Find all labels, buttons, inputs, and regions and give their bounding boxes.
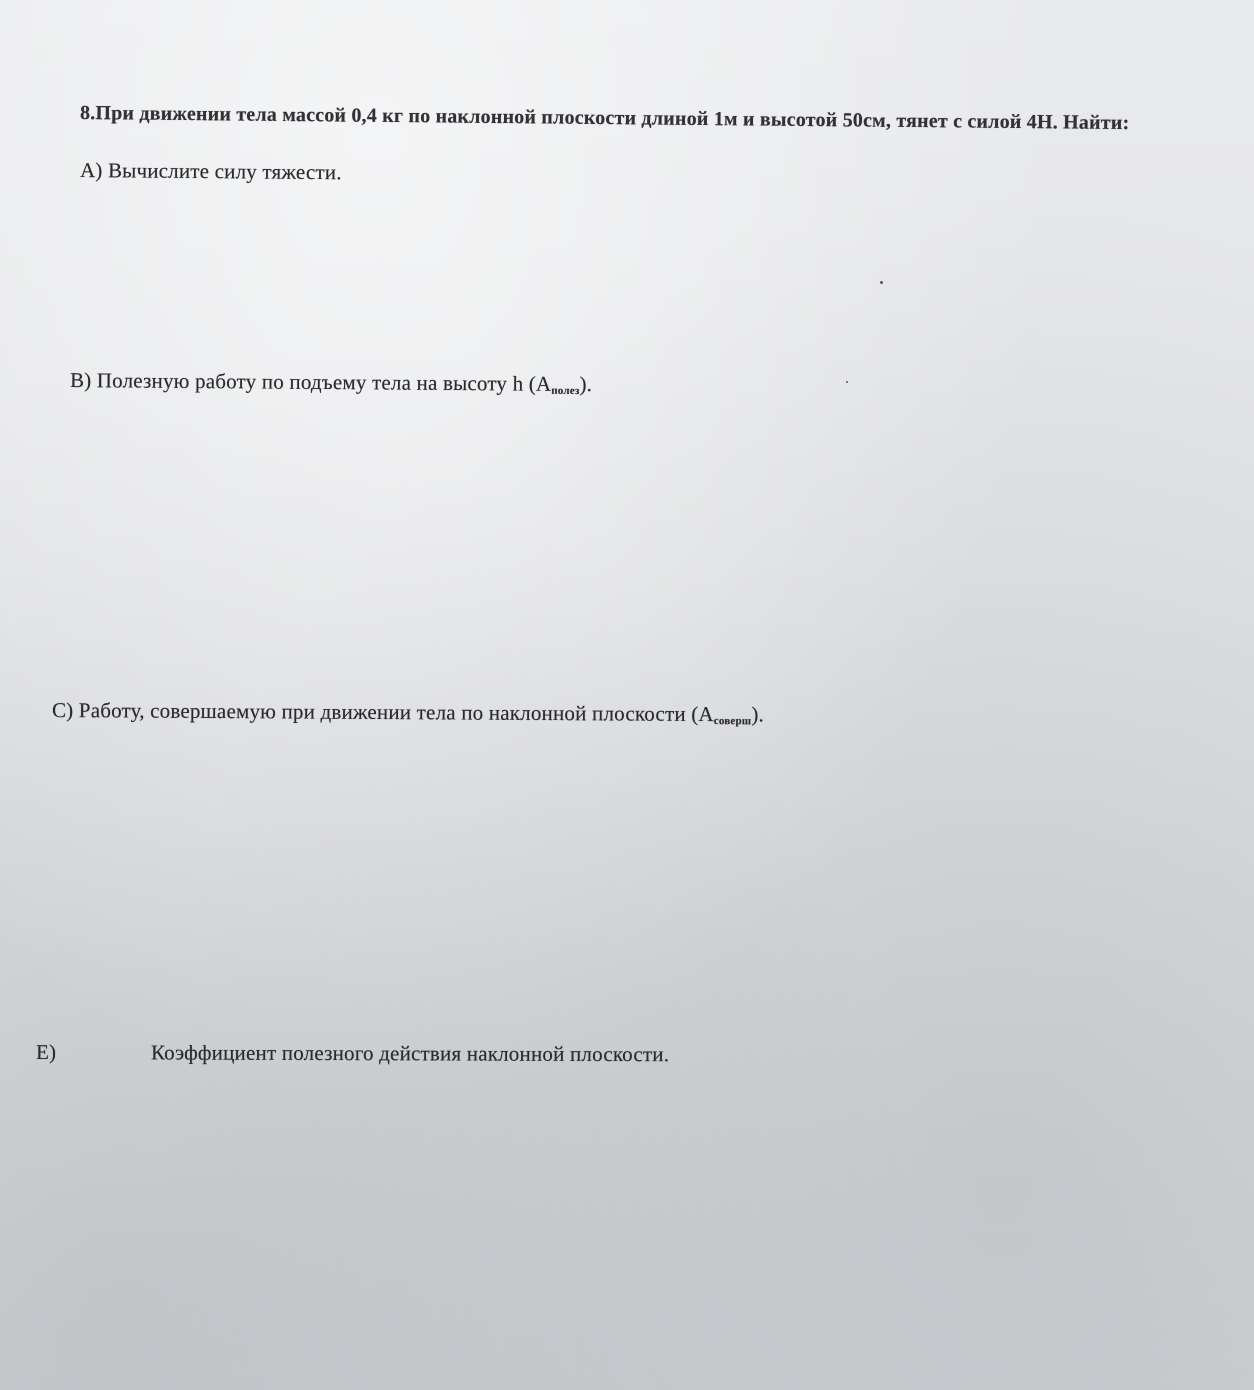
item-a: [80, 158, 342, 185]
item-e: [36, 1040, 669, 1067]
task-header-text: 8.При движении тела массой 0,4 кг по наклонной плоскости длиной 1м и высотой 50см, тянет с силой 4Н. Найти:: [79, 102, 1130, 135]
paper-speck: [846, 381, 848, 383]
paper-speck: [880, 281, 883, 284]
item-b-suffix: ).: [579, 372, 593, 397]
item-c-subscript: соверш: [713, 715, 752, 728]
item-c: [52, 698, 764, 727]
item-e-label: Е): [35, 1040, 57, 1065]
item-b: [70, 368, 592, 397]
task-header: [80, 102, 1130, 135]
item-e-text: Коэффициент полезного действия наклонной плоскости.: [150, 1040, 670, 1067]
item-a-text: А) Вычислите силу тяжести.: [79, 158, 342, 185]
item-c-text: С) Работу, совершаемую при движении тела по наклонной плоскости (А: [51, 698, 714, 727]
item-b-text: В) Полезную работу по подъему тела на высоту h (А: [69, 368, 552, 396]
item-b-subscript: полез: [551, 384, 580, 398]
item-c-suffix: ).: [751, 702, 765, 727]
